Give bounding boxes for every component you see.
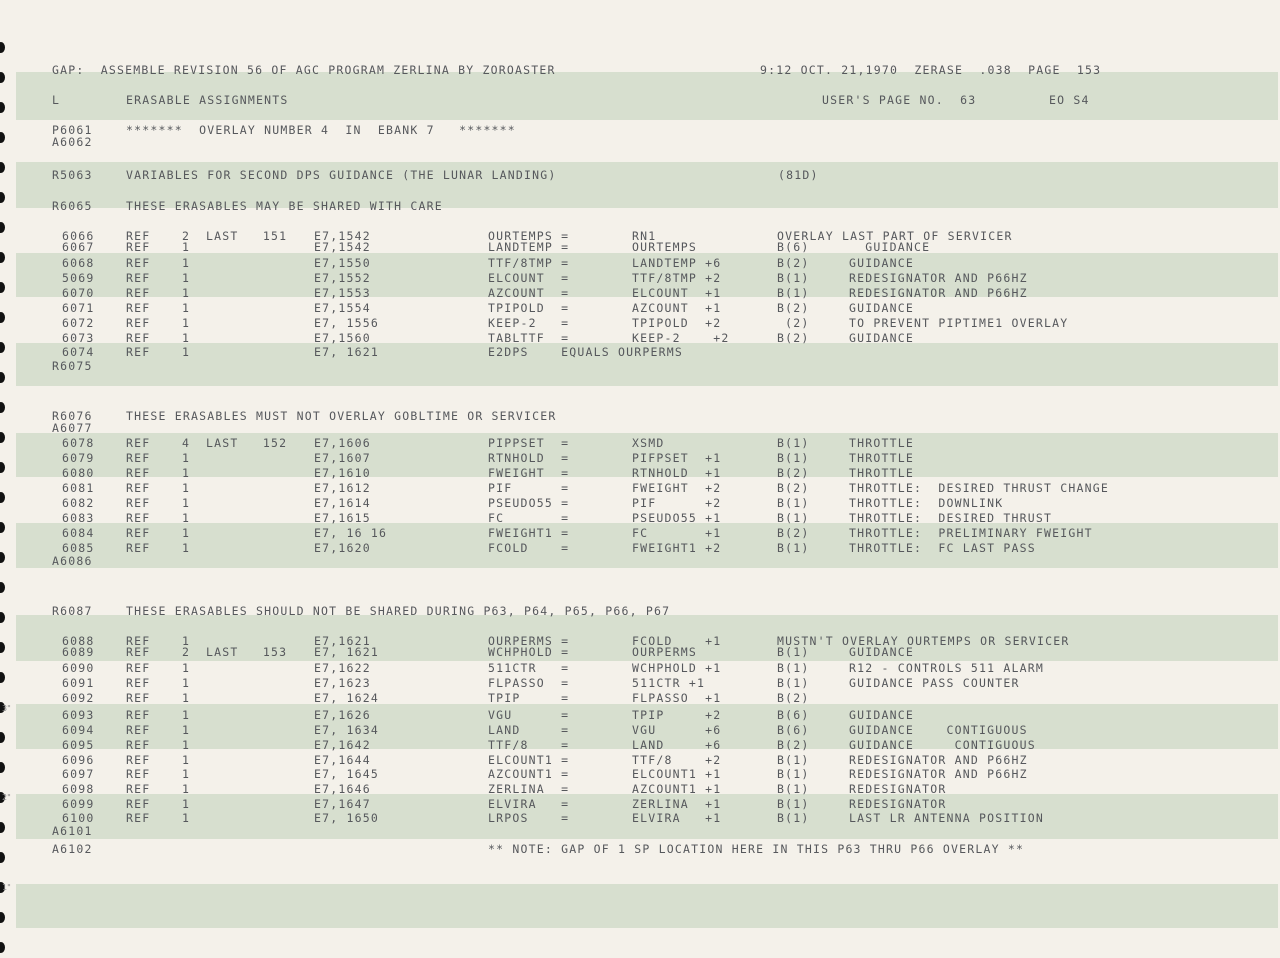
line-num: 6095 xyxy=(62,738,95,752)
line-sym: VGU = xyxy=(488,708,570,722)
line-cnt: 1 xyxy=(182,723,191,737)
line-sym: KEEP-2 = xyxy=(488,316,570,330)
line-def: AZCOUNT1 +1 xyxy=(632,782,722,796)
line-last: LAST 151 xyxy=(206,229,288,243)
line-sym: LANDTEMP = xyxy=(488,240,570,254)
line-def: OURTEMPS xyxy=(632,240,697,254)
line-comment: THROTTLE xyxy=(849,466,914,480)
line-ref: REF xyxy=(126,541,151,555)
line-cnt: 1 xyxy=(182,708,191,722)
feed-hole xyxy=(0,822,5,833)
line-sym: FCOLD = xyxy=(488,541,570,555)
line-def: PIFPSET +1 xyxy=(632,451,722,465)
feed-hole xyxy=(0,462,5,473)
line-def: LANDTEMP +6 xyxy=(632,256,722,270)
line-def: KEEP-2 +2 xyxy=(632,331,730,345)
line-bank: B(1) xyxy=(777,645,810,659)
feed-hole xyxy=(0,942,5,953)
feed-hole xyxy=(0,372,5,383)
line-cnt: 1 xyxy=(182,634,191,648)
line-addr: E7,1542 xyxy=(314,240,371,254)
line-cnt: 1 xyxy=(182,286,191,300)
line-def: ELCOUNT1 +1 xyxy=(632,767,722,781)
line-num: 6079 xyxy=(62,451,95,465)
line-text: VARIABLES FOR SECOND DPS GUIDANCE (THE LUNAR LANDING) xyxy=(126,168,557,182)
line-addr: E7, 1621 xyxy=(314,345,379,359)
line-def: XSMD xyxy=(632,436,665,450)
line-ref: REF xyxy=(126,240,151,254)
feed-hole xyxy=(0,492,5,503)
line-ref: REF xyxy=(126,451,151,465)
line-cnt: 4 xyxy=(182,436,191,450)
line-addr: E7,1560 xyxy=(314,331,371,345)
line-cnt: 1 xyxy=(182,240,191,254)
line-cnt: 1 xyxy=(182,753,191,767)
line-sym: TPIPOLD = xyxy=(488,301,570,315)
line-bank: B(1) xyxy=(777,496,810,510)
line-def: TPIPOLD +2 xyxy=(632,316,722,330)
line-comment: THROTTLE xyxy=(849,451,914,465)
line-def: RTNHOLD +1 xyxy=(632,466,722,480)
line-num: 5069 xyxy=(62,271,95,285)
feed-hole xyxy=(0,432,5,443)
line-comment: THROTTLE: PRELIMINARY FWEIGHT xyxy=(849,526,1093,540)
line-def: FCOLD +1 xyxy=(632,634,722,648)
line-cnt: 1 xyxy=(182,481,191,495)
line-num: 6082 xyxy=(62,496,95,510)
line-ref: REF xyxy=(126,256,151,270)
line-addr: E7, 1621 xyxy=(314,645,379,659)
line-comment: REDESIGNATOR AND P66HZ xyxy=(849,767,1028,781)
line-sym: FLPASSO = xyxy=(488,676,570,690)
line-seq: R6076 xyxy=(52,409,93,423)
line-text: THESE ERASABLES MUST NOT OVERLAY GOBLTIME OR SERVICER xyxy=(126,409,557,423)
feed-hole xyxy=(0,312,5,323)
feed-hole xyxy=(0,852,5,863)
line-bank: B(1) xyxy=(777,511,810,525)
line-num: 6098 xyxy=(62,782,95,796)
line-num: 6099 xyxy=(62,797,95,811)
line-bank: B(2) xyxy=(777,526,810,540)
line-cnt: 1 xyxy=(182,797,191,811)
line-num: 6091 xyxy=(62,676,95,690)
line-def: FC +1 xyxy=(632,526,722,540)
line-bank: B(1) xyxy=(777,753,810,767)
line-num: 6083 xyxy=(62,511,95,525)
line-comment: GUIDANCE xyxy=(849,708,914,722)
line-sym: TTF/8 = xyxy=(488,738,570,752)
line-ref: REF xyxy=(126,331,151,345)
line-cnt: 1 xyxy=(182,661,191,675)
line-comment: THROTTLE: DESIRED THRUST xyxy=(849,511,1053,525)
line-text: THESE ERASABLES MAY BE SHARED WITH CARE xyxy=(126,199,443,213)
line-seq: A6102 xyxy=(52,842,93,856)
line-cnt: 1 xyxy=(182,316,191,330)
line-addr: E7,1554 xyxy=(314,301,371,315)
feed-hole xyxy=(0,42,5,53)
line-bank: B(2) xyxy=(777,301,810,315)
line-def: VGU +6 xyxy=(632,723,722,737)
line-last: LAST 153 xyxy=(206,645,288,659)
line-def: ELVIRA +1 xyxy=(632,811,722,825)
line-comment: GUIDANCE CONTIGUOUS xyxy=(849,723,1028,737)
line-sym: ELCOUNT1 = xyxy=(488,753,570,767)
line-sym: OURTEMPS = xyxy=(488,229,570,243)
line-cnt: 1 xyxy=(182,256,191,270)
line-seq: R6075 xyxy=(52,359,93,373)
line-cnt: 1 xyxy=(182,691,191,705)
feed-hole xyxy=(0,612,5,623)
feed-hole xyxy=(0,672,5,683)
line-addr: E7,1626 xyxy=(314,708,371,722)
feed-hole xyxy=(0,192,5,203)
line-num: 6080 xyxy=(62,466,95,480)
feed-hole xyxy=(0,402,5,413)
line-num: 6096 xyxy=(62,753,95,767)
line-bank: OVERLAY LAST PART OF SERVICER xyxy=(777,229,1013,243)
line-sym: ELVIRA = xyxy=(488,797,570,811)
line-sym: AZCOUNT = xyxy=(488,286,570,300)
line-addr: E7,1606 xyxy=(314,436,371,450)
line-sym: LRPOS = xyxy=(488,811,570,825)
line-sym: PIF = xyxy=(488,481,570,495)
header-code: L xyxy=(52,93,61,107)
feed-hole xyxy=(0,912,5,923)
line-ref: REF xyxy=(126,811,151,825)
line-bank: B(1) xyxy=(777,661,810,675)
line-ref: REF xyxy=(126,316,151,330)
line-def: RN1 xyxy=(632,229,657,243)
line-cnt: 1 xyxy=(182,271,191,285)
line-bank: B(1) xyxy=(777,767,810,781)
line-bank: B(1) xyxy=(777,782,810,796)
line-comment: TO PREVENT PIPTIME1 OVERLAY xyxy=(849,316,1069,330)
line-sym: TPIP = xyxy=(488,691,570,705)
line-num: 6100 xyxy=(62,811,95,825)
line-ref: REF xyxy=(126,797,151,811)
line-bank: B(1) xyxy=(777,271,810,285)
line-num: 6092 xyxy=(62,691,95,705)
line-cnt: 1 xyxy=(182,541,191,555)
line-cnt: 1 xyxy=(182,511,191,525)
line-cnt: 1 xyxy=(182,811,191,825)
line-bank: B(2) xyxy=(777,691,810,705)
line-seq: R6065 xyxy=(52,199,93,213)
line-sym: OURPERMS = xyxy=(488,634,570,648)
line-num: 6084 xyxy=(62,526,95,540)
line-cnt: 1 xyxy=(182,331,191,345)
line-ref: REF xyxy=(126,738,151,752)
line-cnt: 1 xyxy=(182,738,191,752)
line-num: 6067 xyxy=(62,240,95,254)
line-comment: LAST LR ANTENNA POSITION xyxy=(849,811,1044,825)
line-cnt: 1 xyxy=(182,526,191,540)
line-def: TTF/8TMP +2 xyxy=(632,271,722,285)
line-ref: REF xyxy=(126,466,151,480)
line-ref: REF xyxy=(126,661,151,675)
line-addr: E7,1620 xyxy=(314,541,371,555)
line-bank: (2) xyxy=(777,316,810,330)
line-ref: REF xyxy=(126,229,151,243)
line-sym: LAND = xyxy=(488,723,570,737)
line-ref: REF xyxy=(126,645,151,659)
line-seq: R6087 xyxy=(52,604,93,618)
users-page-number: USER'S PAGE NO. 63 xyxy=(822,93,977,107)
paper-band xyxy=(16,884,1278,928)
feed-hole xyxy=(0,342,5,353)
line-num: 6085 xyxy=(62,541,95,555)
line-seq: P6061 xyxy=(52,123,93,137)
line-def: PSEUDO55 +1 xyxy=(632,511,722,525)
line-addr: E7,1542 xyxy=(314,229,371,243)
feed-hole xyxy=(0,282,5,293)
line-addr: E7, 1650 xyxy=(314,811,379,825)
line-bank: B(2) xyxy=(777,481,810,495)
line-def: ELCOUNT +1 xyxy=(632,286,722,300)
assembly-timestamp: 9:12 OCT. 21,1970 ZERASE .038 PAGE 153 xyxy=(760,63,1102,77)
line-ref: REF xyxy=(126,345,151,359)
feed-hole xyxy=(0,642,5,653)
line-seq: A6062 xyxy=(52,135,93,149)
line-bank: B(6) xyxy=(777,240,810,254)
line-cnt: 2 xyxy=(182,229,191,243)
line-comment: GUIDANCE xyxy=(849,331,914,345)
line-comment: REDESIGNATOR AND P66HZ xyxy=(849,286,1028,300)
line-comment: THROTTLE xyxy=(849,436,914,450)
line-num: 6066 xyxy=(62,229,95,243)
line-ref: REF xyxy=(126,271,151,285)
line-bank: B(1) xyxy=(777,797,810,811)
line-comment: REDESIGNATOR xyxy=(849,797,947,811)
inch-mark: 1" xyxy=(2,883,11,892)
line-cnt: 1 xyxy=(182,676,191,690)
line-ref: REF xyxy=(126,436,151,450)
feed-hole xyxy=(0,222,5,233)
line-text: ******* OVERLAY NUMBER 4 IN EBANK 7 ******* xyxy=(126,123,516,137)
inch-mark: 2" xyxy=(2,793,11,802)
line-num: 6073 xyxy=(62,331,95,345)
line-ref: REF xyxy=(126,511,151,525)
line-addr: E7, 1624 xyxy=(314,691,379,705)
line-def: ZERLINA +1 xyxy=(632,797,722,811)
line-bank: B(1) xyxy=(777,541,810,555)
line-ref: REF xyxy=(126,481,151,495)
line-num: 6074 xyxy=(62,345,95,359)
line-def: FLPASSO +1 xyxy=(632,691,722,705)
line-comment: GUIDANCE xyxy=(849,301,914,315)
line-def: 511CTR +1 xyxy=(632,676,706,690)
line-num: 6088 xyxy=(62,634,95,648)
line-comment: GUIDANCE CONTIGUOUS xyxy=(849,738,1036,752)
line-num: 6081 xyxy=(62,481,95,495)
line-sym: ZERLINA = xyxy=(488,782,570,796)
line-comment: R12 - CONTROLS 511 ALARM xyxy=(849,661,1044,675)
line-addr: E7,1622 xyxy=(314,661,371,675)
line-ref: REF xyxy=(126,723,151,737)
line-sym: RTNHOLD = xyxy=(488,451,570,465)
line-addr: E7,1646 xyxy=(314,782,371,796)
line-seq: A6077 xyxy=(52,421,93,435)
line-addr: E7, 1634 xyxy=(314,723,379,737)
line-num: 6071 xyxy=(62,301,95,315)
inch-mark: 3" xyxy=(2,704,11,713)
feed-hole xyxy=(0,522,5,533)
line-sym: ELCOUNT = xyxy=(488,271,570,285)
line-ref: REF xyxy=(126,753,151,767)
line-ref: REF xyxy=(126,691,151,705)
section-title: ERASABLE ASSIGNMENTS xyxy=(126,93,289,107)
line-bank: MUSTN'T OVERLAY OURTEMPS OR SERVICER xyxy=(777,634,1070,648)
line-num: 6068 xyxy=(62,256,95,270)
line-bank: B(2) xyxy=(777,738,810,752)
line-seq: A6086 xyxy=(52,554,93,568)
line-bank: B(1) xyxy=(777,436,810,450)
line-addr: E7,1607 xyxy=(314,451,371,465)
line-cnt: 2 xyxy=(182,645,191,659)
line-num: 6097 xyxy=(62,767,95,781)
line-cnt: 1 xyxy=(182,782,191,796)
line-cnt: 1 xyxy=(182,466,191,480)
line-sym: PIPPSET = xyxy=(488,436,570,450)
line-comment: GUIDANCE xyxy=(849,645,914,659)
line-addr: E7,1612 xyxy=(314,481,371,495)
line-bank: B(1) xyxy=(777,451,810,465)
line-addr: E7, 1645 xyxy=(314,767,379,781)
line-sym: TABLTTF = xyxy=(488,331,570,345)
line-def: FWEIGHT1 +2 xyxy=(632,541,722,555)
line-comment: GUIDANCE xyxy=(849,256,914,270)
line-addr: E7,1647 xyxy=(314,797,371,811)
line-text: THESE ERASABLES SHOULD NOT BE SHARED DURING P63, P64, P65, P66, P67 xyxy=(126,604,671,618)
line-cnt: 1 xyxy=(182,345,191,359)
line-comment: GUIDANCE xyxy=(849,240,931,254)
line-def: AZCOUNT +1 xyxy=(632,301,722,315)
line-def: TPIP +2 xyxy=(632,708,722,722)
feed-hole xyxy=(0,762,5,773)
line-def: FWEIGHT +2 xyxy=(632,481,722,495)
line-num: 6093 xyxy=(62,708,95,722)
line-seq: A6101 xyxy=(52,824,93,838)
line-bank: B(2) xyxy=(777,256,810,270)
line-addr: E7, 16 16 xyxy=(314,526,388,540)
line-bank: B(1) xyxy=(777,676,810,690)
line-ref: REF xyxy=(126,286,151,300)
line-ref: REF xyxy=(126,767,151,781)
line-comment: REDESIGNATOR AND P66HZ xyxy=(849,753,1028,767)
line-num: 6072 xyxy=(62,316,95,330)
line-bank: B(2) xyxy=(777,331,810,345)
line-comment: GUIDANCE PASS COUNTER xyxy=(849,676,1020,690)
line-addr: E7,1614 xyxy=(314,496,371,510)
line-addr: E7,1615 xyxy=(314,511,371,525)
feed-hole xyxy=(0,132,5,143)
line-addr: E7,1550 xyxy=(314,256,371,270)
feed-hole xyxy=(0,102,5,113)
feed-hole xyxy=(0,552,5,563)
feed-hole xyxy=(0,252,5,263)
line-sym: FWEIGHT = xyxy=(488,466,570,480)
line-cnt: 1 xyxy=(182,301,191,315)
line-sym: PSEUDO55 = xyxy=(488,496,570,510)
line-ref: REF xyxy=(126,782,151,796)
line-sym: FWEIGHT1 = xyxy=(488,526,570,540)
line-def: PIF +2 xyxy=(632,496,722,510)
line-def: TTF/8 +2 xyxy=(632,753,722,767)
line-note: (81D) xyxy=(778,168,819,182)
line-sym: AZCOUNT1 = xyxy=(488,767,570,781)
line-bank: B(1) xyxy=(777,286,810,300)
line-def: LAND +6 xyxy=(632,738,722,752)
line-num: 6078 xyxy=(62,436,95,450)
line-addr: E7,1552 xyxy=(314,271,371,285)
line-addr: E7,1621 xyxy=(314,634,371,648)
line-last: LAST 152 xyxy=(206,436,288,450)
feed-hole xyxy=(0,582,5,593)
line-sym: TTF/8TMP = xyxy=(488,256,570,270)
line-ref: REF xyxy=(126,708,151,722)
line-seq: R5063 xyxy=(52,168,93,182)
assembly-title: GAP: ASSEMBLE REVISION 56 OF AGC PROGRAM ZERLINA BY ZOROASTER xyxy=(52,63,556,77)
line-addr: E7,1642 xyxy=(314,738,371,752)
line-num: 6094 xyxy=(62,723,95,737)
line-ref: REF xyxy=(126,301,151,315)
line-sym: WCHPHOLD = xyxy=(488,645,570,659)
eo-label: EO S4 xyxy=(1049,93,1090,107)
line-comment: THROTTLE: DESIRED THRUST CHANGE xyxy=(849,481,1109,495)
line-addr: E7,1623 xyxy=(314,676,371,690)
line-cnt: 1 xyxy=(182,496,191,510)
line-comment: REDESIGNATOR AND P66HZ xyxy=(849,271,1028,285)
line-bank: B(1) xyxy=(777,811,810,825)
line-cnt: 1 xyxy=(182,767,191,781)
line-addr: E7,1644 xyxy=(314,753,371,767)
line-comment: THROTTLE: DOWNLINK xyxy=(849,496,1004,510)
line-addr: E7, 1556 xyxy=(314,316,379,330)
feed-hole xyxy=(0,72,5,83)
feed-hole xyxy=(0,732,5,743)
line-sym: E2DPS EQUALS OURPERMS xyxy=(488,345,683,359)
line-ref: REF xyxy=(126,526,151,540)
line-ref: REF xyxy=(126,676,151,690)
line-num: 6070 xyxy=(62,286,95,300)
line-sym: 511CTR = xyxy=(488,661,570,675)
line-comment: REDESIGNATOR xyxy=(849,782,947,796)
line-sym: FC = xyxy=(488,511,570,525)
line-cnt: 1 xyxy=(182,451,191,465)
line-num: 6089 xyxy=(62,645,95,659)
line-ref: REF xyxy=(126,634,151,648)
line-num: 6090 xyxy=(62,661,95,675)
line-addr: E7,1610 xyxy=(314,466,371,480)
line-addr: E7,1553 xyxy=(314,286,371,300)
line-def: OURPERMS xyxy=(632,645,697,659)
line-bank: B(6) xyxy=(777,723,810,737)
line-note2: ** NOTE: GAP OF 1 SP LOCATION HERE IN THIS P63 THRU P66 OVERLAY ** xyxy=(488,842,1025,856)
line-bank: B(2) xyxy=(777,466,810,480)
line-bank: B(6) xyxy=(777,708,810,722)
line-def: WCHPHOLD +1 xyxy=(632,661,722,675)
feed-hole xyxy=(0,162,5,173)
line-comment: THROTTLE: FC LAST PASS xyxy=(849,541,1036,555)
line-ref: REF xyxy=(126,496,151,510)
